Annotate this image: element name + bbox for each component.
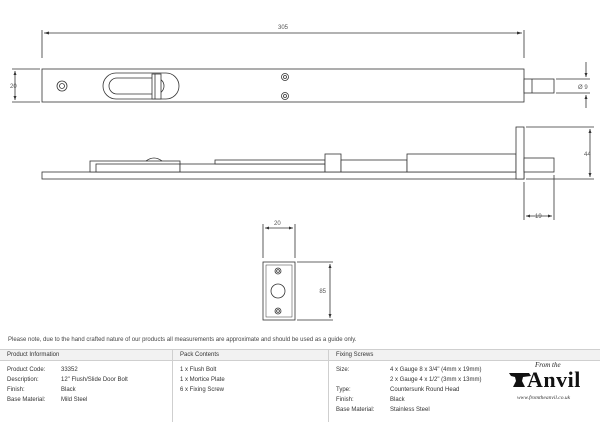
dim-throw-height: 44 xyxy=(584,152,591,158)
dim-bolt-height: 20 xyxy=(10,84,17,90)
keep-height-dimension xyxy=(297,262,333,320)
pack-item: 6 x Fixing Screw xyxy=(180,387,225,393)
dim-throw-extension: 19 xyxy=(535,214,542,220)
logo-from-text: From the xyxy=(535,361,561,369)
screw-row: Size: 4 x Gauge 8 x 3/4" (4mm x 19mm) xyxy=(336,367,482,373)
logo-wordmark: Anvil xyxy=(527,367,581,392)
info-row: Description: 12" Flush/Slide Door Bolt xyxy=(7,377,128,383)
keep-width-dimension xyxy=(263,224,295,258)
logo-url: www.fromtheanvil.co.uk xyxy=(517,395,571,401)
product-info-panel xyxy=(0,349,172,405)
keep-plate xyxy=(263,262,295,320)
bolt-side-view xyxy=(42,127,554,179)
pack-contents-panel xyxy=(173,349,328,395)
pack-item: 1 x Mortice Plate xyxy=(180,377,225,383)
product-info-heading: Product Information xyxy=(0,349,172,361)
info-row: Finish: Black xyxy=(7,387,76,393)
screw-row: Type: Countersunk Round Head xyxy=(336,387,460,393)
bolt-rod-top-view xyxy=(524,79,554,93)
info-row: Product Code: 33352 xyxy=(7,367,78,373)
fixing-screws-heading: Fixing Screws xyxy=(329,349,600,361)
screw-row: Finish: Black xyxy=(336,397,405,403)
dim-bolt-diameter: Ø 9 xyxy=(578,85,588,91)
slide-knob xyxy=(152,74,161,99)
pack-contents-heading: Pack Contents xyxy=(173,349,328,361)
dim-keep-height: 85 xyxy=(319,289,326,295)
screw-row: 2 x Gauge 4 x 1/2" (3mm x 13mm) xyxy=(390,377,482,383)
length-dimension xyxy=(42,30,524,58)
screw-row: Base Material: Stainless Steel xyxy=(336,407,430,413)
pack-item: 1 x Flush Bolt xyxy=(180,367,217,373)
brand-logo xyxy=(505,361,595,411)
dim-overall-length: 305 xyxy=(277,25,289,31)
measurement-note: Please note, due to the hand crafted nature of our products all measurements are approximate and should be used as a guide only. xyxy=(8,337,357,343)
info-row: Base Material: Mild Steel xyxy=(7,397,88,403)
dim-keep-width: 20 xyxy=(274,221,281,227)
